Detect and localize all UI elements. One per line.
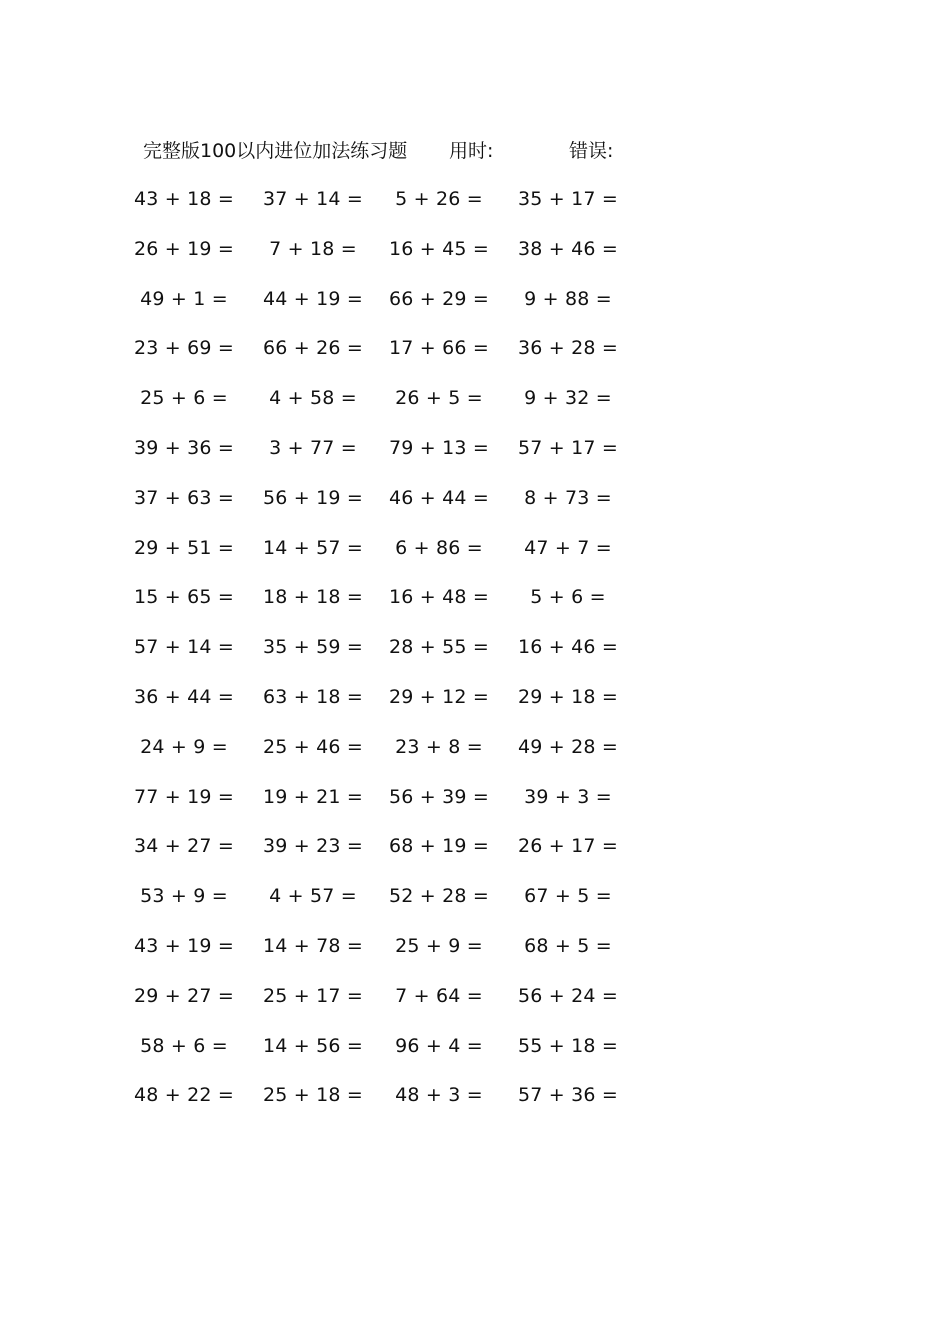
problem-row [0, 682, 950, 732]
addition-problem: 23 + 69 = [133, 337, 235, 360]
addition-problem: 66 + 26 = [262, 337, 364, 360]
problem-row [0, 1080, 950, 1130]
worksheet-title: 完整版100以内进位加法练习题 [143, 140, 408, 162]
addition-problem: 39 + 23 = [262, 835, 364, 858]
addition-problem: 39 + 3 = [524, 785, 612, 808]
addition-problem: 43 + 19 = [133, 934, 235, 957]
addition-problem: 96 + 4 = [395, 1034, 483, 1057]
addition-problem: 14 + 78 = [262, 934, 364, 957]
addition-problem: 18 + 18 = [262, 586, 364, 609]
addition-problem: 5 + 26 = [395, 188, 483, 210]
addition-problem: 49 + 28 = [517, 735, 619, 758]
problem-row [0, 732, 950, 782]
addition-problem: 25 + 9 = [395, 934, 483, 957]
addition-problem: 16 + 48 = [388, 586, 490, 609]
problem-row [0, 184, 950, 234]
addition-problem: 9 + 32 = [524, 387, 612, 410]
addition-problem: 25 + 6 = [140, 387, 228, 410]
addition-problem: 77 + 19 = [133, 785, 235, 808]
addition-problem: 36 + 44 = [133, 685, 235, 708]
addition-problem: 38 + 46 = [517, 237, 619, 260]
problem-row [0, 881, 950, 931]
problem-row [0, 433, 950, 483]
addition-problem: 35 + 17 = [517, 188, 619, 210]
addition-problem: 5 + 6 = [530, 586, 606, 609]
addition-problem: 39 + 36 = [133, 436, 235, 459]
addition-problem: 49 + 1 = [140, 287, 228, 310]
addition-problem: 67 + 5 = [524, 885, 612, 908]
addition-problem: 56 + 19 = [262, 486, 364, 509]
problem-row [0, 284, 950, 334]
problem-row [0, 782, 950, 832]
addition-problem: 57 + 36 = [517, 1084, 619, 1107]
addition-problem: 29 + 51 = [133, 536, 235, 559]
addition-problem: 46 + 44 = [388, 486, 490, 509]
problem-row [0, 981, 950, 1031]
addition-problem: 52 + 28 = [388, 885, 490, 908]
addition-problem: 14 + 57 = [262, 536, 364, 559]
addition-problem: 25 + 46 = [262, 735, 364, 758]
addition-problem: 25 + 17 = [262, 984, 364, 1007]
addition-problem: 17 + 66 = [388, 337, 490, 360]
addition-problem: 35 + 59 = [262, 636, 364, 659]
problem-row [0, 483, 950, 533]
addition-problem: 29 + 12 = [388, 685, 490, 708]
addition-problem: 7 + 18 = [269, 237, 357, 260]
problem-row [0, 831, 950, 881]
addition-problem: 34 + 27 = [133, 835, 235, 858]
addition-problem: 63 + 18 = [262, 685, 364, 708]
worksheet-header [143, 136, 643, 166]
addition-problem: 48 + 22 = [133, 1084, 235, 1107]
addition-problem: 57 + 17 = [517, 436, 619, 459]
problem-row [0, 533, 950, 583]
addition-problem: 29 + 18 = [517, 685, 619, 708]
addition-problem: 26 + 17 = [517, 835, 619, 858]
problem-row [0, 383, 950, 433]
addition-problem: 57 + 14 = [133, 636, 235, 659]
addition-problem: 53 + 9 = [140, 885, 228, 908]
addition-problem: 6 + 86 = [395, 536, 483, 559]
addition-problem: 58 + 6 = [140, 1034, 228, 1057]
problem-row [0, 582, 950, 632]
problem-row [0, 1031, 950, 1081]
addition-problem: 19 + 21 = [262, 785, 364, 808]
addition-problem: 36 + 28 = [517, 337, 619, 360]
errors-label: 错误: [569, 140, 614, 162]
addition-problem: 8 + 73 = [524, 486, 612, 509]
addition-problem: 66 + 29 = [388, 287, 490, 310]
time-used-label: 用时: [449, 140, 494, 162]
addition-problem: 9 + 88 = [524, 287, 612, 310]
addition-problem: 56 + 39 = [388, 785, 490, 808]
addition-problem: 26 + 19 = [133, 237, 235, 260]
addition-problem: 55 + 18 = [517, 1034, 619, 1057]
addition-problem: 68 + 5 = [524, 934, 612, 957]
addition-problem: 23 + 8 = [395, 735, 483, 758]
addition-problem: 24 + 9 = [140, 735, 228, 758]
addition-problem: 25 + 18 = [262, 1084, 364, 1107]
addition-problem: 3 + 77 = [269, 436, 357, 459]
problem-row [0, 632, 950, 682]
addition-problem: 37 + 63 = [133, 486, 235, 509]
addition-problem: 16 + 46 = [517, 636, 619, 659]
problem-row [0, 234, 950, 284]
addition-problem: 15 + 65 = [133, 586, 235, 609]
addition-problem: 79 + 13 = [388, 436, 490, 459]
addition-problem: 47 + 7 = [524, 536, 612, 559]
addition-problem: 14 + 56 = [262, 1034, 364, 1057]
addition-problem: 48 + 3 = [395, 1084, 483, 1107]
problem-row [0, 333, 950, 383]
addition-problem: 4 + 58 = [269, 387, 357, 410]
addition-problem: 44 + 19 = [262, 287, 364, 310]
addition-problem: 43 + 18 = [133, 188, 235, 210]
problem-row [0, 931, 950, 981]
addition-problem: 16 + 45 = [388, 237, 490, 260]
addition-problem: 4 + 57 = [269, 885, 357, 908]
addition-problem: 29 + 27 = [133, 984, 235, 1007]
addition-problem: 7 + 64 = [395, 984, 483, 1007]
addition-problem: 37 + 14 = [262, 188, 364, 210]
addition-problem: 56 + 24 = [517, 984, 619, 1007]
problem-grid [0, 184, 950, 1130]
addition-problem: 68 + 19 = [388, 835, 490, 858]
addition-problem: 28 + 55 = [388, 636, 490, 659]
addition-problem: 26 + 5 = [395, 387, 483, 410]
